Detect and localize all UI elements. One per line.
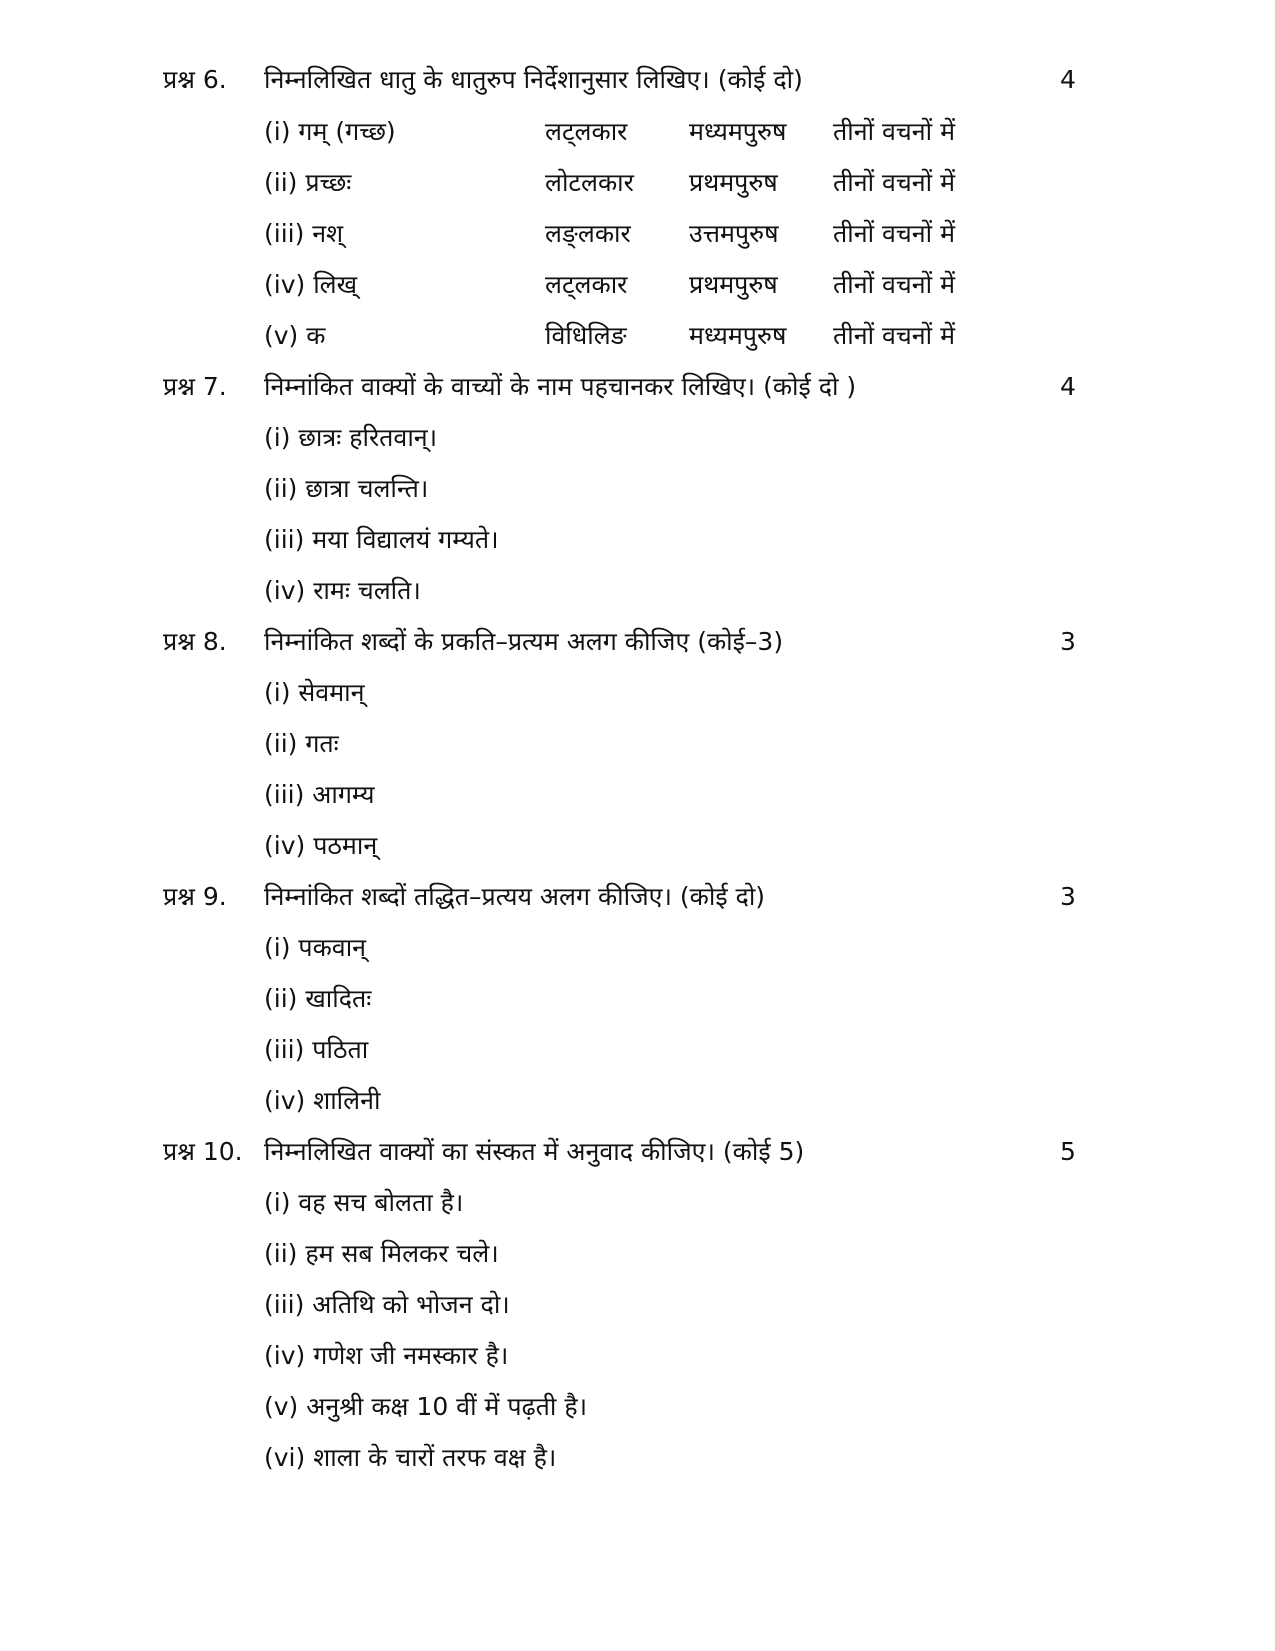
list-item [0, 1030, 1275, 1070]
question-text: निम्नांकित वाक्यों के वाच्यों के नाम पहचानकर लिखिए। (कोई दो ) [264, 372, 857, 401]
sub-question: (i) सेवमान् [264, 678, 365, 707]
sub-question: (ii) खादितः [264, 984, 372, 1013]
question-number: प्रश्न 9. [163, 882, 227, 911]
question-7-heading [0, 367, 1275, 407]
list-item [0, 1081, 1275, 1121]
question-text: निम्नलिखित वाक्यों का संस्कत में अनुवाद कीजिए। (कोई 5) [264, 1137, 805, 1166]
verb-tense: लट्लकार [545, 270, 628, 299]
question-10-heading [0, 1132, 1275, 1172]
verb-root: (ii) प्रच्छः [264, 168, 352, 197]
list-item [0, 520, 1275, 560]
question-marks: 4 [1060, 372, 1076, 401]
question-6-heading [0, 60, 1275, 100]
question-number: प्रश्न 6. [163, 65, 227, 94]
verb-number: तीनों वचनों में [833, 117, 956, 146]
question-marks: 3 [1060, 627, 1076, 656]
list-item [0, 724, 1275, 764]
sub-question: (i) वह सच बोलता है। [264, 1188, 464, 1217]
sub-question: (v) अनुश्री कक्ष 10 वीं में पढ़ती है। [264, 1392, 588, 1421]
sub-question: (vi) शाला के चारों तरफ वक्ष है। [264, 1443, 557, 1472]
question-marks: 5 [1060, 1137, 1076, 1166]
sub-question: (i) पकवान् [264, 933, 367, 962]
sub-question: (ii) छात्रा चलन्ति। [264, 474, 429, 503]
list-item [0, 979, 1275, 1019]
verb-person: उत्तमपुरुष [689, 219, 779, 248]
sub-question: (iii) पठिता [264, 1035, 369, 1064]
list-item [0, 469, 1275, 509]
list-item [0, 418, 1275, 458]
sub-question: (iv) गणेश जी नमस्कार है। [264, 1341, 509, 1370]
verb-root: (iii) नश् [264, 219, 344, 248]
list-item [0, 826, 1275, 866]
list-item [0, 1336, 1275, 1376]
list-item [0, 1438, 1275, 1478]
sub-question: (iv) शालिनी [264, 1086, 381, 1115]
list-item [0, 775, 1275, 815]
verb-tense: लट्लकार [545, 117, 628, 146]
table-row [0, 163, 1275, 203]
sub-question: (iv) पठमान् [264, 831, 378, 860]
table-row [0, 214, 1275, 254]
question-text: निम्नांकित शब्दों के प्रकति–प्रत्यम अलग कीजिए (कोई–3) [264, 627, 784, 656]
sub-question: (iii) मया विद्यालयं गम्यते। [264, 525, 499, 554]
verb-person: मध्यमपुरुष [689, 117, 787, 146]
verb-root: (iv) लिख् [264, 270, 358, 299]
verb-person: मध्यमपुरुष [689, 321, 787, 350]
question-marks: 3 [1060, 882, 1076, 911]
sub-question: (ii) गतः [264, 729, 339, 758]
verb-tense: विधिलिङ [545, 321, 627, 350]
verb-number: तीनों वचनों में [833, 321, 956, 350]
question-text: निम्नांकित शब्दों तद्धित–प्रत्यय अलग कीजिए। (कोई दो) [264, 882, 766, 911]
list-item [0, 1285, 1275, 1325]
table-row [0, 316, 1275, 356]
verb-tense: लङ्लकार [545, 219, 631, 248]
question-8-heading [0, 622, 1275, 662]
sub-question: (i) छात्रः हरितवान्। [264, 423, 438, 452]
question-number: प्रश्न 10. [163, 1137, 243, 1166]
sub-question: (iii) अतिथि को भोजन दो। [264, 1290, 510, 1319]
sub-question: (ii) हम सब मिलकर चले। [264, 1239, 499, 1268]
table-row [0, 112, 1275, 152]
list-item [0, 1387, 1275, 1427]
verb-number: तीनों वचनों में [833, 168, 956, 197]
verb-root: (v) क [264, 321, 326, 350]
verb-number: तीनों वचनों में [833, 270, 956, 299]
list-item [0, 571, 1275, 611]
sub-question: (iv) रामः चलति। [264, 576, 421, 605]
list-item [0, 673, 1275, 713]
question-text: निम्नलिखित धातु के धातुरुप निर्देशानुसार लिखिए। (कोई दो) [264, 65, 803, 94]
list-item [0, 1183, 1275, 1223]
verb-root: (i) गम् (गच्छ) [264, 117, 396, 146]
verb-person: प्रथमपुरुष [689, 270, 778, 299]
question-marks: 4 [1060, 65, 1076, 94]
question-number: प्रश्न 8. [163, 627, 227, 656]
question-9-heading [0, 877, 1275, 917]
table-row [0, 265, 1275, 305]
list-item [0, 1234, 1275, 1274]
verb-person: प्रथमपुरुष [689, 168, 778, 197]
verb-number: तीनों वचनों में [833, 219, 956, 248]
verb-tense: लोटलकार [545, 168, 634, 197]
sub-question: (iii) आगम्य [264, 780, 375, 809]
question-number: प्रश्न 7. [163, 372, 227, 401]
list-item [0, 928, 1275, 968]
